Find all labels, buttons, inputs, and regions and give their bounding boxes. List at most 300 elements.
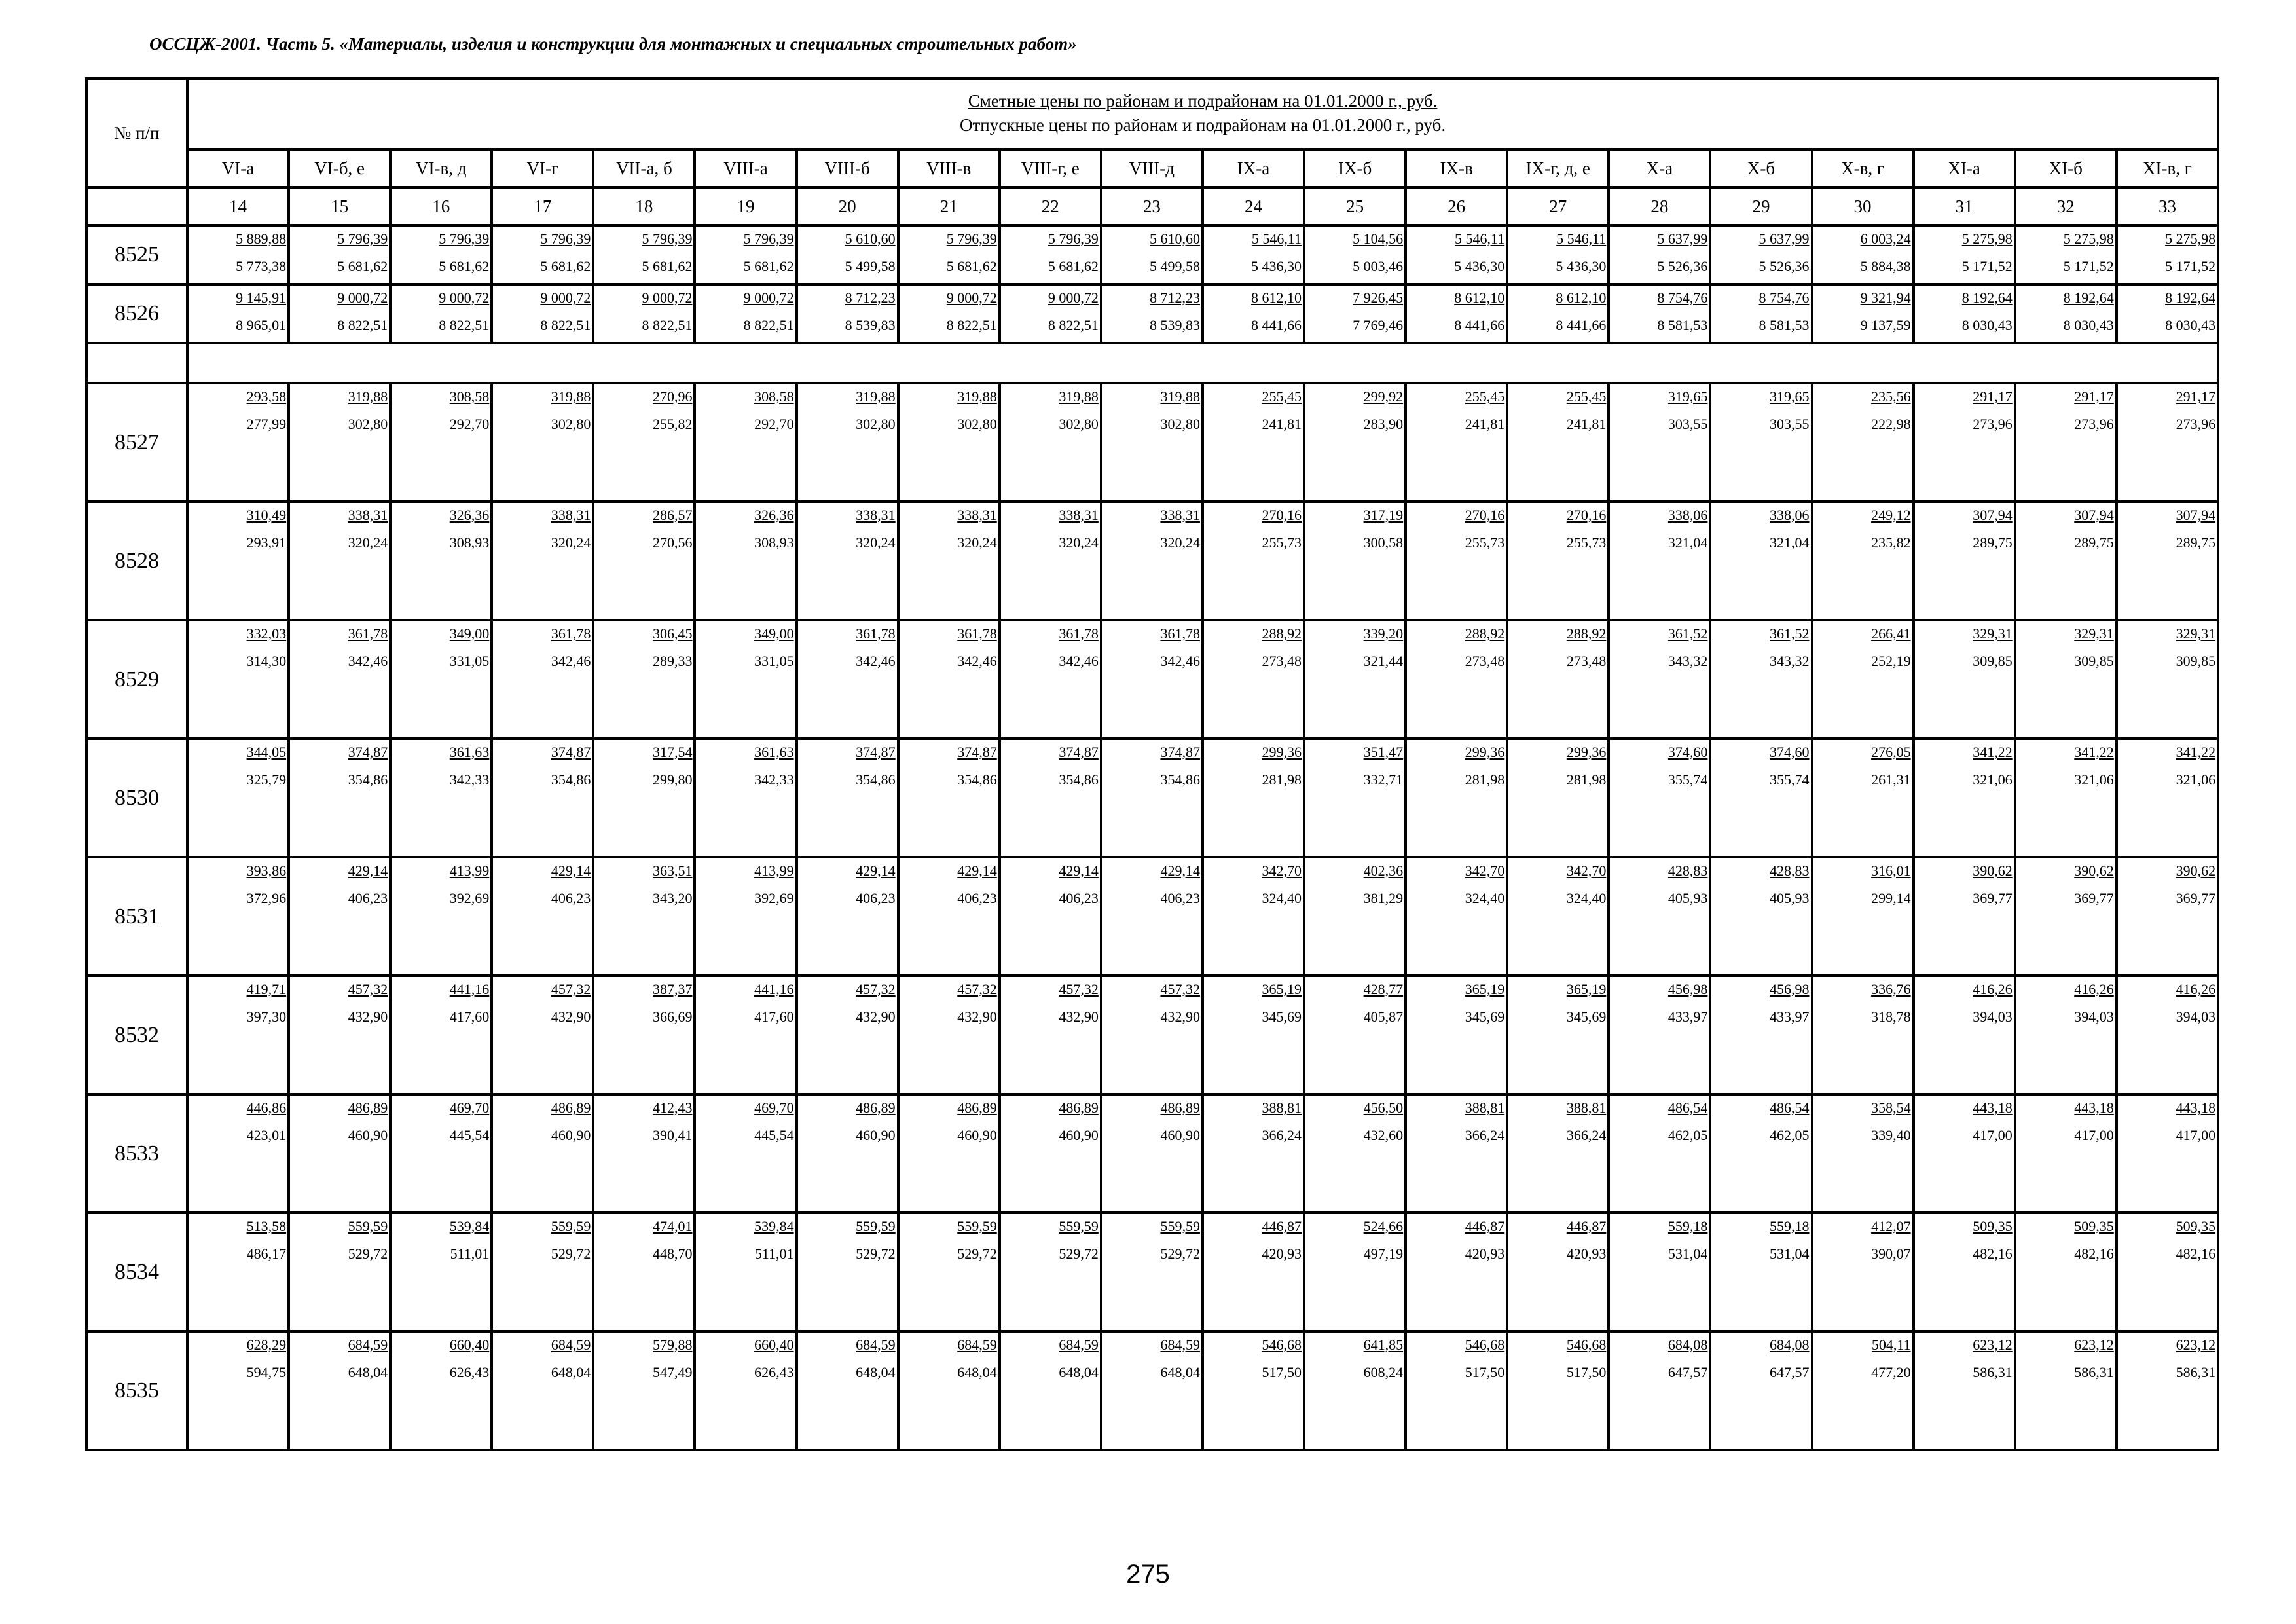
price-cell [1203,857,1304,976]
estimate-price: 429,14 [1059,862,1099,879]
estimate-price: 338,31 [348,507,388,523]
estimate-price: 374,87 [856,744,896,760]
price-cell [797,976,898,1094]
estimate-price: 623,12 [2074,1337,2114,1353]
release-price: 300,58 [1363,534,1404,551]
release-price: 417,60 [754,1008,794,1025]
price-cell [898,1213,1000,1331]
release-price: 302,80 [856,416,896,432]
estimate-price: 546,68 [1566,1337,1607,1353]
price-cell [1914,976,2015,1094]
estimate-price: 338,06 [1667,507,1708,523]
price-cell [695,1213,796,1331]
region-header: XI-б [2015,149,2117,187]
price-cell [1000,1213,1101,1331]
separator-cell [86,343,187,383]
release-price: 529,72 [957,1246,997,1262]
release-price: 281,98 [1262,771,1302,788]
price-cell [187,1213,289,1331]
price-cell [593,225,695,284]
price-cell [1101,976,1203,1094]
region-header: IX-в [1406,149,1507,187]
release-price: 460,90 [348,1127,388,1143]
price-cell [492,1331,593,1450]
release-price: 283,90 [1363,416,1404,432]
price-cell [1812,1213,1914,1331]
price-cell [2117,620,2218,739]
price-cell [1203,284,1304,343]
price-cell [797,284,898,343]
release-price: 608,24 [1363,1364,1404,1380]
estimate-price: 374,60 [1667,744,1708,760]
price-cell [593,383,695,502]
estimate-price: 299,36 [1262,744,1302,760]
price-cell [1406,502,1507,620]
price-cell [797,502,898,620]
release-price: 448,70 [652,1246,693,1262]
estimate-price: 361,52 [1667,625,1708,642]
estimate-price: 443,18 [1973,1099,2013,1116]
estimate-price: 288,92 [1465,625,1505,642]
price-cell [1914,620,2015,739]
estimate-price: 393,86 [246,862,287,879]
release-price: 355,74 [1770,771,1810,788]
estimate-price: 336,76 [1871,981,1911,997]
price-cell [1203,1213,1304,1331]
price-cell [1710,502,1812,620]
price-cell [1101,620,1203,739]
estimate-price: 441,16 [449,981,490,997]
release-price: 417,00 [2074,1127,2114,1143]
price-cell [695,1331,796,1450]
release-price: 8 822,51 [642,317,693,333]
price-cell [289,502,390,620]
estimate-price: 469,70 [449,1099,490,1116]
estimate-price: 9 000,72 [743,289,794,306]
release-price: 5 436,30 [1556,258,1607,274]
estimate-price: 319,88 [1059,388,1099,405]
estimate-price: 559,18 [1667,1218,1708,1234]
estimate-price: 270,16 [1262,507,1302,523]
release-price: 321,06 [2074,771,2114,788]
price-cell [2117,1094,2218,1213]
release-price: 369,77 [2176,890,2216,906]
release-price: 332,71 [1363,771,1404,788]
release-price: 7 769,46 [1353,317,1404,333]
estimate-price: 374,87 [348,744,388,760]
estimate-price: 513,58 [246,1218,287,1234]
release-price: 586,31 [2074,1364,2114,1380]
estimate-price: 9 145,91 [236,289,287,306]
estimate-price: 338,31 [551,507,591,523]
release-price: 8 441,66 [1251,317,1302,333]
price-cell [1203,383,1304,502]
price-cell [593,1213,695,1331]
price-cell [695,284,796,343]
release-price: 354,86 [856,771,896,788]
price-cell [1507,1331,1609,1450]
estimate-price: 9 000,72 [642,289,693,306]
release-price: 5 773,38 [236,258,287,274]
price-cell [1406,620,1507,739]
estimate-price: 579,88 [652,1337,693,1353]
price-cell [1203,976,1304,1094]
price-cell [2015,1213,2117,1331]
price-cell [1609,976,1710,1094]
release-price: 8 822,51 [743,317,794,333]
release-price: 405,93 [1667,890,1708,906]
release-price: 5 884,38 [1860,258,1911,274]
release-price: 222,98 [1871,416,1911,432]
release-price: 397,30 [246,1008,287,1025]
region-header: VIII-в [898,149,1000,187]
row-number: 8533 [86,1094,187,1213]
release-price: 320,24 [551,534,591,551]
release-price: 289,75 [2176,534,2216,551]
release-price: 345,69 [1262,1008,1302,1025]
column-number: 17 [492,187,593,225]
release-price: 406,23 [348,890,388,906]
release-price: 299,14 [1871,890,1911,906]
price-cell [1000,1094,1101,1213]
release-price: 417,00 [2176,1127,2216,1143]
estimate-price: 374,60 [1770,744,1810,760]
price-cell [1000,502,1101,620]
estimate-price: 5 889,88 [236,231,287,247]
release-price: 482,16 [1973,1246,2013,1262]
row-number: 8534 [86,1213,187,1331]
price-cell [695,502,796,620]
release-price: 325,79 [246,771,287,788]
price-cell [1406,1094,1507,1213]
release-price: 369,77 [2074,890,2114,906]
column-number: 26 [1406,187,1507,225]
estimate-price: 9 000,72 [540,289,591,306]
release-price: 8 030,43 [2165,317,2216,333]
release-price: 343,32 [1667,653,1708,669]
estimate-price: 374,87 [1160,744,1200,760]
price-cell [1000,976,1101,1094]
release-price: 302,80 [1059,416,1099,432]
release-price: 339,40 [1871,1127,1911,1143]
estimate-price: 288,92 [1262,625,1302,642]
region-header: X-б [1710,149,1812,187]
estimate-price: 429,14 [1160,862,1200,879]
release-price: 342,46 [551,653,591,669]
release-price: 5 681,62 [1048,258,1099,274]
price-cell [492,284,593,343]
estimate-price: 329,31 [2074,625,2114,642]
estimate-price: 8 754,76 [1657,289,1708,306]
price-cell [1710,857,1812,976]
estimate-price: 349,00 [754,625,794,642]
release-price: 460,90 [856,1127,896,1143]
column-number: 14 [187,187,289,225]
price-cell [1507,620,1609,739]
release-price: 321,06 [1973,771,2013,788]
release-price: 5 681,62 [946,258,997,274]
release-price: 531,04 [1770,1246,1810,1262]
release-price: 432,90 [348,1008,388,1025]
region-header: VI-г [492,149,593,187]
release-price: 433,97 [1667,1008,1708,1025]
estimate-price: 390,62 [1973,862,2013,879]
estimate-price: 8 612,10 [1454,289,1505,306]
price-cell [289,383,390,502]
price-cell [898,1331,1000,1450]
estimate-price: 270,16 [1566,507,1607,523]
estimate-price: 291,17 [1973,388,2013,405]
title-release-prices: Отпускные цены по районам и подрайонам на 01.01.2000 г., руб. [959,115,1446,135]
price-cell [1406,1213,1507,1331]
estimate-price: 457,32 [1059,981,1099,997]
release-price: 255,73 [1465,534,1505,551]
release-price: 5 171,52 [2165,258,2216,274]
release-price: 460,90 [957,1127,997,1143]
price-cell [695,857,796,976]
title-estimate-prices: Сметные цены по районам и подрайонам на 01.01.2000 г., руб. [968,91,1438,111]
estimate-price: 684,59 [856,1337,896,1353]
release-price: 273,48 [1566,653,1607,669]
estimate-price: 413,99 [754,862,794,879]
column-number: 24 [1203,187,1304,225]
price-cell [2015,1331,2117,1450]
price-cell [187,383,289,502]
release-price: 255,73 [1262,534,1302,551]
price-cell [390,225,492,284]
release-price: 5 436,30 [1454,258,1505,274]
release-price: 289,75 [2074,534,2114,551]
price-cell [797,225,898,284]
page-number: 275 [1126,1560,1170,1589]
price-cell [1812,1331,1914,1450]
region-header: VIII-а [695,149,796,187]
column-number: 18 [593,187,695,225]
release-price: 342,46 [348,653,388,669]
price-cell [1710,976,1812,1094]
separator-row [86,343,2218,383]
price-cell [1609,620,1710,739]
price-cell [1609,284,1710,343]
estimate-price: 291,17 [2074,388,2114,405]
estimate-price: 390,62 [2074,862,2114,879]
price-cell [1406,284,1507,343]
price-cell [2015,976,2117,1094]
estimate-price: 684,59 [1059,1337,1099,1353]
release-price: 372,96 [246,890,287,906]
estimate-price: 559,59 [1059,1218,1099,1234]
release-price: 406,23 [1059,890,1099,906]
estimate-price: 363,51 [652,862,693,879]
price-cell [1304,284,1406,343]
estimate-price: 288,92 [1566,625,1607,642]
estimate-price: 8 712,23 [1149,289,1200,306]
price-cell [593,620,695,739]
price-cell [2117,739,2218,857]
price-cell [1812,739,1914,857]
price-cell [1203,1331,1304,1450]
estimate-price: 326,36 [754,507,794,523]
price-cell [1000,739,1101,857]
estimate-price: 342,70 [1262,862,1302,879]
release-price: 531,04 [1667,1246,1708,1262]
estimate-price: 5 637,99 [1657,231,1708,247]
release-price: 261,31 [1871,771,1911,788]
release-price: 547,49 [652,1364,693,1380]
release-price: 308,93 [449,534,490,551]
price-cell [1304,383,1406,502]
price-cell [492,502,593,620]
estimate-price: 413,99 [449,862,490,879]
estimate-price: 5 275,98 [2063,231,2114,247]
price-cell [1406,1331,1507,1450]
release-price: 8 441,66 [1454,317,1505,333]
estimate-price: 5 796,39 [439,231,490,247]
estimate-price: 339,20 [1363,625,1404,642]
price-cell [1710,1094,1812,1213]
release-price: 460,90 [1160,1127,1200,1143]
estimate-price: 291,17 [2176,388,2216,405]
price-cell [2015,383,2117,502]
estimate-price: 443,18 [2176,1099,2216,1116]
price-cell [797,1331,898,1450]
estimate-price: 412,07 [1871,1218,1911,1234]
estimate-price: 416,26 [1973,981,2013,997]
release-price: 302,80 [551,416,591,432]
price-table [85,77,2219,1451]
price-cell [1914,739,2015,857]
release-price: 345,69 [1465,1008,1505,1025]
price-cell [1304,225,1406,284]
row-number: 8528 [86,502,187,620]
release-price: 433,97 [1770,1008,1810,1025]
release-price: 626,43 [754,1364,794,1380]
estimate-price: 388,81 [1566,1099,1607,1116]
price-cell [187,620,289,739]
region-header: IX-б [1304,149,1406,187]
release-price: 273,96 [2074,416,2114,432]
estimate-price: 255,45 [1262,388,1302,405]
price-cell [1812,383,1914,502]
release-price: 241,81 [1465,416,1505,432]
release-price: 462,05 [1667,1127,1708,1143]
price-cell [1812,225,1914,284]
release-price: 392,69 [449,890,490,906]
estimate-price: 524,66 [1363,1218,1404,1234]
price-cell [1304,739,1406,857]
price-cell [898,857,1000,976]
price-cell [1812,620,1914,739]
price-cell [1914,857,2015,976]
price-cell [1304,502,1406,620]
estimate-price: 457,32 [957,981,997,997]
estimate-price: 546,68 [1262,1337,1302,1353]
estimate-price: 443,18 [2074,1099,2114,1116]
release-price: 8 822,51 [337,317,388,333]
column-number: 28 [1609,187,1710,225]
release-price: 354,86 [957,771,997,788]
release-price: 511,01 [754,1246,794,1262]
region-header: IX-а [1203,149,1304,187]
region-header: VIII-б [797,149,898,187]
estimate-price: 428,83 [1770,862,1810,879]
release-price: 406,23 [1160,890,1200,906]
price-cell [1406,739,1507,857]
price-cell [390,1094,492,1213]
estimate-price: 5 610,60 [845,231,896,247]
release-price: 432,90 [856,1008,896,1025]
price-cell [1406,857,1507,976]
table-row [86,1094,2218,1213]
column-number: 32 [2015,187,2117,225]
price-cell [1304,857,1406,976]
release-price: 626,43 [449,1364,490,1380]
price-cell [390,1331,492,1450]
table-row [86,502,2218,620]
release-price: 321,04 [1770,534,1810,551]
release-price: 8 822,51 [946,317,997,333]
price-cell [2117,1331,2218,1450]
release-price: 406,23 [551,890,591,906]
release-price: 586,31 [1973,1364,2013,1380]
release-price: 8 581,53 [1758,317,1810,333]
table-row [86,739,2218,857]
price-cell [2117,976,2218,1094]
price-cell [1304,976,1406,1094]
price-cell [593,976,695,1094]
release-price: 289,75 [1973,534,2013,551]
column-number: 15 [289,187,390,225]
estimate-price: 684,59 [957,1337,997,1353]
price-cell [1914,225,2015,284]
price-cell [695,225,796,284]
release-price: 529,72 [856,1246,896,1262]
price-cell [390,284,492,343]
release-price: 648,04 [348,1364,388,1380]
estimate-price: 388,81 [1262,1099,1302,1116]
release-price: 289,33 [652,653,693,669]
estimate-price: 469,70 [754,1099,794,1116]
price-cell [1406,383,1507,502]
price-cell [2015,225,2117,284]
price-cell [289,1213,390,1331]
row-number: 8527 [86,383,187,502]
estimate-price: 559,59 [551,1218,591,1234]
estimate-price: 5 637,99 [1758,231,1810,247]
estimate-price: 5 796,39 [743,231,794,247]
price-cell [1101,1331,1203,1450]
estimate-price: 8 754,76 [1758,289,1810,306]
release-price: 529,72 [551,1246,591,1262]
price-cell [1914,1213,2015,1331]
price-cell [390,976,492,1094]
price-cell [187,739,289,857]
price-cell [187,976,289,1094]
estimate-price: 486,89 [856,1099,896,1116]
release-price: 241,81 [1566,416,1607,432]
estimate-price: 486,89 [551,1099,591,1116]
estimate-price: 428,77 [1363,981,1404,997]
estimate-price: 486,89 [1160,1099,1200,1116]
release-price: 321,44 [1363,653,1404,669]
estimate-price: 628,29 [246,1337,287,1353]
release-price: 281,98 [1566,771,1607,788]
estimate-price: 5 610,60 [1149,231,1200,247]
estimate-price: 441,16 [754,981,794,997]
release-price: 462,05 [1770,1127,1810,1143]
column-number: 21 [898,187,1000,225]
estimate-price: 235,56 [1871,388,1911,405]
